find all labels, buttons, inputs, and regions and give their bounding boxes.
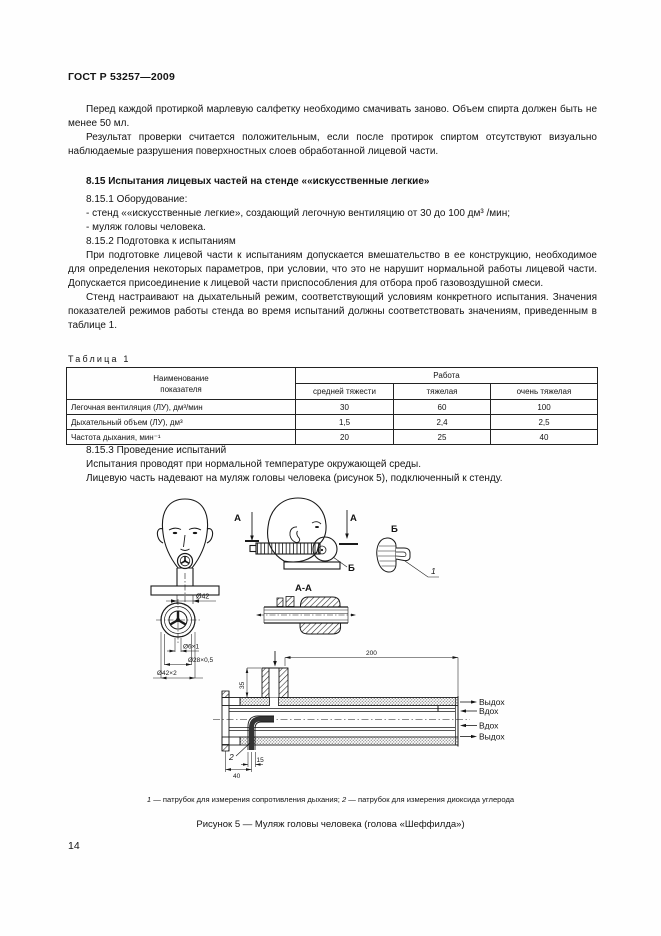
value-cell: 25 [394, 430, 491, 445]
dim-15 [241, 752, 264, 767]
header-name-cell [67, 368, 296, 400]
flow-label-exhale-bottom: Выдох [479, 731, 505, 742]
callout-1-label: 1 [431, 566, 436, 576]
list-item: - муляж головы человека. [86, 222, 206, 233]
dim-label-200: 200 [366, 650, 377, 657]
subheader-cell: очень тяжелая [491, 384, 598, 400]
side-view-head [234, 498, 358, 594]
paragraph: Результат проверки считается положительным, если после протирок спиртом отсутствуют визуально наблюдаемые разрушения поверхностных слоев обработанной лицевой части. [68, 132, 597, 157]
ear-right [207, 529, 213, 543]
section-heading: 8.15 Испытания лицевых частей на стенде ««искусственные легкие» [86, 176, 430, 187]
header-group-cell: Работа [296, 368, 598, 384]
paragraph: При подготовке лицевой части к испытаниям допускается вмешательство в ее конструкцию, необходимое для определения некоторых параметров, при условии, что это не нарушит нормальной работы лицевой части. Допускается присоединение к лицевой части приспособления для отбора проб газовоздушной смеси. [68, 250, 597, 289]
dim-35 [239, 668, 261, 698]
list-item: - стенд ««искусственные легкие», создающий легочную вентиляцию от 30 до 100 дм³ /мин; [86, 208, 511, 219]
dim-label-35: 35 [239, 681, 246, 689]
value-cell: 100 [491, 400, 598, 415]
front-view-head [151, 499, 219, 607]
section-mark-a-right: А [350, 513, 357, 524]
flow-label-inhale-top: Вдох [479, 706, 499, 716]
paragraph: Стенд настраивают на дыхательный режим, соответствующий условиям конкретного испытания. Значения показателей режимов работы стенда во время испытаний должны соответствовать значениям, приведенным в таблице 1. [68, 292, 597, 331]
value-cell: 30 [296, 400, 394, 415]
table-header-row [67, 368, 598, 384]
value-cell: 20 [296, 430, 394, 445]
section-aa-title: А-А [295, 583, 312, 594]
table-row [67, 415, 598, 430]
value-cell: 2,4 [394, 415, 491, 430]
detail-b-view [377, 524, 439, 577]
legend-text-1: — патрубок для измерения сопротивления дыхания; [151, 795, 342, 804]
standard-number: ГОСТ Р 53257—2009 [68, 71, 176, 83]
subsection-heading: 8.15.2 Подготовка к испытаниям [86, 236, 236, 247]
mouthpiece-section-view [153, 599, 214, 679]
mouthpiece-front [178, 554, 193, 569]
row-name-cell: Легочная вентиляция (ЛУ), дм³/мин [67, 400, 296, 415]
breathing-tube-side [256, 543, 320, 554]
dim-label-15: 15 [256, 757, 264, 764]
diameter-dimensions [153, 632, 214, 679]
section-body [68, 193, 597, 333]
paragraph: Лицевую часть надевают на муляж головы человека (рисунок 5), подключенный к стенду. [86, 473, 503, 484]
subheader-cell: средней тяжести [296, 384, 394, 400]
detail-b-title: Б [391, 524, 398, 535]
dim-label-dia42x2: Ø42×2 [157, 670, 177, 677]
detail-b-marker-label: Б [348, 563, 355, 574]
figure-5-drawing [60, 490, 600, 795]
value-cell: 1,5 [296, 415, 394, 430]
table-1 [66, 367, 598, 445]
page-number: 14 [68, 840, 80, 852]
flow-label-exhale-top: Выдох [479, 697, 505, 707]
subheader-cell: тяжелая [394, 384, 491, 400]
value-cell: 2,5 [491, 415, 598, 430]
dim-label-dia6: Ø6×1 [183, 643, 200, 651]
callout-2-label: 2 [229, 752, 234, 762]
value-cell: 60 [394, 400, 491, 415]
legend-number-2: 2 [341, 795, 347, 804]
legend-number-1: 1 [146, 795, 152, 804]
dim-label-dia28: Ø28×0,5 [188, 657, 214, 664]
intro-block [68, 103, 597, 159]
legend-text-2: — патрубок для измерения диоксида углерода [346, 795, 515, 804]
header-name-line2: показателя [160, 384, 202, 394]
section-mark-a-left: А [234, 513, 241, 524]
paragraph: Испытания проводят при нормальной температуре окружающей среды. [86, 459, 421, 470]
paragraph: Перед каждой протиркой марлевую салфетку необходимо смачивать заново. Объем спирта должен быть не менее 50 мл. [68, 104, 597, 129]
subsection-heading: 8.15.3 Проведение испытаний [86, 445, 227, 456]
row-name-cell: Частота дыхания, мин⁻¹ [67, 430, 296, 445]
figure-legend [0, 795, 661, 804]
row-name-cell: Дыхательный объем (ЛУ), дм³ [67, 415, 296, 430]
dim-label-neck-diameter: Ø42 [196, 593, 210, 601]
dim-label-40: 40 [233, 773, 241, 780]
table-caption: Таблица 1 [68, 354, 131, 364]
table-row [67, 400, 598, 415]
flow-label-inhale-bottom: Вдох [479, 720, 499, 731]
table-row [67, 430, 598, 445]
dim-200 [285, 650, 458, 695]
breathing-tube-assembly [213, 650, 505, 780]
resistance-port [262, 651, 288, 706]
section-aa-view [256, 597, 356, 635]
figure-caption: Рисунок 5 — Муляж головы человека (голова «Шеффилда») [196, 819, 465, 830]
header-name-line1: Наименование [153, 373, 209, 383]
value-cell: 40 [491, 430, 598, 445]
section-8153-block [68, 444, 597, 486]
ear-left [157, 529, 163, 543]
subsection-heading: 8.15.1 Оборудование: [86, 194, 188, 205]
